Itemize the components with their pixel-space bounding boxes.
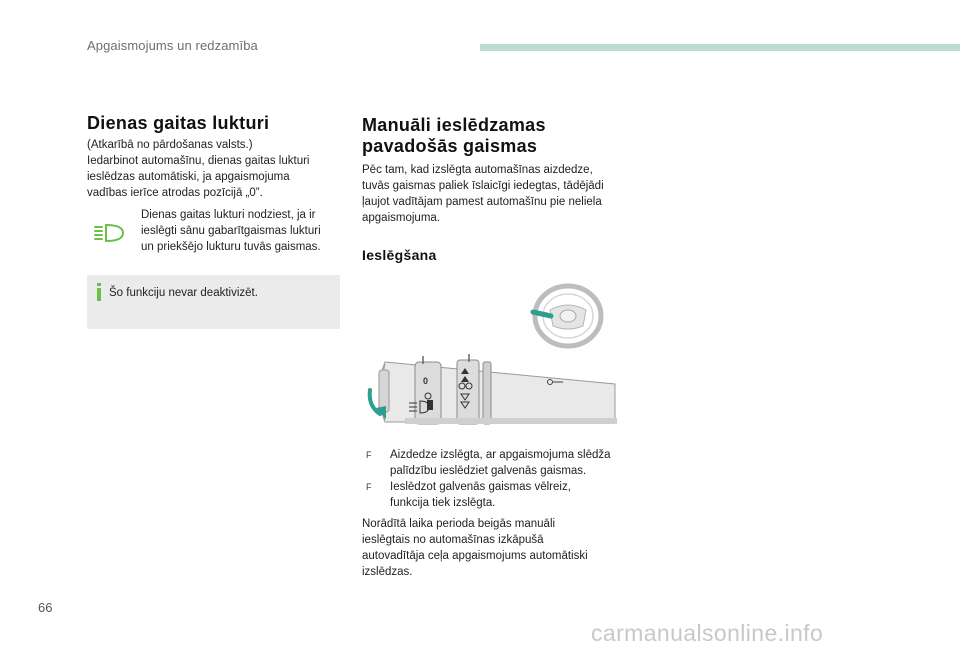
bullet-marker: F [366,482,372,492]
body-line: Pēc tam, kad izslēgta automašīnas aizdedze, [362,164,593,176]
subheading-activation: Ieslēgšana [362,247,437,263]
svg-text:0: 0 [423,376,429,386]
bullet-line: funkcija tiek izslēgta. [390,497,496,509]
heading-line: pavadošās gaismas [362,136,538,156]
list-item [362,447,632,479]
closing-line: izslēdzas. [362,566,413,578]
closing-line: ieslēgtais no automašīnas izkāpušā [362,534,544,546]
info-icon [94,283,104,301]
note-box [87,275,340,329]
drl-icon-text-line: Dienas gaitas lukturi nodziest, ja ir [141,209,316,221]
drl-icon-text-line: ieslēgti sānu gabarītgaismas lukturi [141,225,321,237]
running-header: Apgaismojums un redzamība [87,38,258,53]
drl-intro-line: (Atkarībā no pārdošanas valsts.) [87,139,253,151]
drl-intro [87,137,347,201]
page-number: 66 [38,600,53,615]
note-text: Šo funkciju nevar deaktivizēt. [109,287,258,299]
drl-intro-line: Iedarbinot automašīnu, dienas gaitas lukturi [87,155,310,167]
body-line: ļaujot vadītājam pamest automašīnu pie neliela [362,196,602,208]
list-item [362,479,632,511]
drl-intro-line: vadības ierīce atrodas pozīcijā „0”. [87,187,263,199]
light-stalk-illustration [365,352,617,430]
closing-line: Norādītā laika perioda beigās manuāli [362,518,556,530]
section-heading-drl: Dienas gaitas lukturi [87,113,270,133]
bullet-line: Ieslēdzot galvenās gaismas vēlreiz, [390,481,571,493]
drl-intro-line: ieslēdzas automātiski, ja apgaismojuma [87,171,290,183]
body-line: apgaismojuma. [362,212,440,224]
drl-icon-text [141,207,341,255]
bullet-marker: F [366,450,372,460]
header-accent-bar [480,44,960,51]
heading-line: Manuāli ieslēdzamas [362,115,546,135]
body-line: tuvās gaismas paliek īslaicīgi iedegtas, tādējādi [362,180,604,192]
drl-icon-text-line: un priekšējo lukturu tuvās gaismas. [141,241,321,253]
closing-paragraph [362,516,632,580]
rotate-arrow-icon [366,388,390,422]
steering-wheel-illustration [525,282,605,352]
guide-lights-body [362,162,632,226]
daytime-running-lights-icon [93,222,127,244]
bullet-line: palīdzību ieslēdziet galvenās gaismas. [390,465,587,477]
section-heading-guide-lights [362,115,546,157]
closing-line: autovadītāja ceļa apgaismojums automātiski [362,550,588,562]
bullet-line: Aizdedze izslēgta, ar apgaismojuma slēdža [390,449,611,461]
watermark: carmanualsonline.info [591,620,824,646]
instruction-list [362,447,632,511]
